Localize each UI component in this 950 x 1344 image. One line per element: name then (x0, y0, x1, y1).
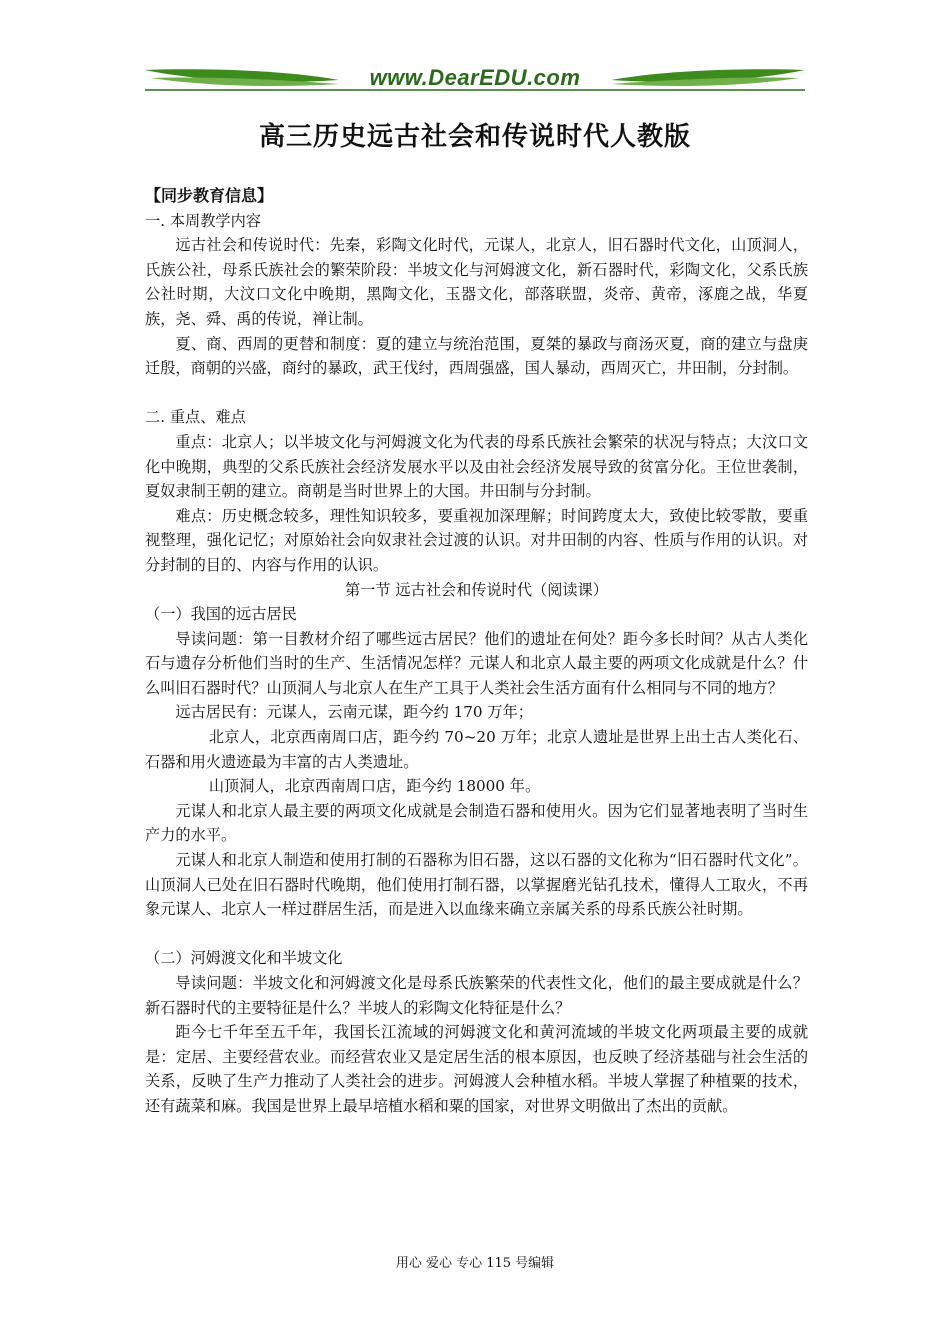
paragraph: 元谋人和北京人制造和使用打制的石器称为旧石器，这以石器的文化称为“旧石器时代文化”。山顶洞人已处在旧石器时代晚期，他们使用打制石器，以掌握磨光钻孔技术，懂得人工取火，不再象元谋人、北京人一样过群居生活，而是进入以血缘来确立亲属关系的母系氏族公社时期。 (145, 851, 808, 919)
paragraph: 距今七千年至五千年，我国长江流域的河姆渡文化和黄河流域的半坡文化两项最主要的成就是：定居、主要经营农业。而经营农业又是定居生活的根本原因，也反映了经济基础与社会生活的关系，反映了生产力推动了人类社会的进步。河姆渡人会种植水稻。半坡人掌握了种植粟的技术，还有蔬菜和麻。我国是世界上最早培植水稻和粟的国家，对世界文明做出了杰出的贡献。 (145, 1023, 808, 1115)
paragraph: 元谋人和北京人最主要的两项文化成就是会制造石器和使用火。因为它们显著地表明了当时生产力的水平。 (145, 801, 808, 845)
page-footer: 用心 爱心 专心 115 号编辑 (395, 1256, 555, 1271)
paragraph: 难点：历史概念较多，理性知识较多，要重视加深理解；时间跨度太大，致使比较零散，要重视整理，强化记忆；对原始社会向奴隶社会过渡的认识。对井田制的内容、性质与作用的认识。对分封制的目的、内容与作用的认识。 (145, 506, 808, 574)
paragraph: 远古居民有：元谋人，云南元谋，距今约 170 万年； (175, 703, 533, 722)
part2-heading: 二. 重点、难点 (145, 408, 246, 427)
sub1-heading: （一）我国的远古居民 (145, 605, 297, 624)
paragraph: 山顶洞人，北京西南周口店，距今约 18000 年。 (208, 777, 541, 796)
paragraph: 北京人，北京西南周口店，距今约 70~20 万年；北京人遗址是世界上出土古人类化石、石器和用火遗迹最为丰富的古人类遗址。 (145, 728, 808, 771)
paragraph: 夏、商、西周的更替和制度：夏的建立与统治范围，夏桀的暴政与商汤灭夏，商的建立与盘庚迁殷，商朝的兴盛，商纣的暴政，武王伐纣，西周强盛，国人暴动，西周灭亡，井田制，分封制。 (145, 334, 808, 378)
sub2-heading: （二）河姆渡文化和半坡文化 (145, 949, 343, 968)
document-body (145, 184, 808, 1119)
paragraph: 远古社会和传说时代：先秦，彩陶文化时代，元谋人，北京人，旧石器时代文化，山顶洞人，氏族公社，母系氏族社会的繁荣阶段：半坡文化与河姆渡文化，新石器时代，彩陶文化，父系氏族公社时期，大汶口文化中晚期，黑陶文化，玉器文化，部落联盟，炎帝、黄帝，涿鹿之战，华夏族，尧、舜、禹的传说，禅让制。 (145, 236, 808, 328)
document-title: 高三历史远古社会和传说时代人教版 (258, 122, 691, 152)
site-url: www.DearEDU.com (369, 65, 581, 90)
section-header: 【同步教育信息】 (145, 186, 274, 205)
paragraph: 导读问题：半坡文化和河姆渡文化是母系氏族繁荣的代表性文化，他们的最主要成就是什么？新石器时代的主要特征是什么？半坡人的彩陶文化特征是什么？ (145, 974, 808, 1017)
site-banner (143, 62, 807, 98)
paragraph: 导读问题：第一目教材介绍了哪些远古居民？他们的遗址在何处？距今多长时间？从古人类化石与遗存分析他们当时的生产、生活情况怎样？元谋人和北京人最主要的两项文化成就是什么？什么叫旧石器时代？山顶洞人与北京人在生产工具于人类社会生活方面有什么相同与不同的地方？ (145, 629, 808, 697)
paragraph: 重点：北京人；以半坡文化与河姆渡文化为代表的母系氏族社会繁荣的状况与特点；大汶口文化中晚期，典型的父系氏族社会经济发展水平以及由社会经济发展导致的贫富分化。王位世袭制，夏奴隶制王朝的建立。商朝是当时世界上的大国。井田制与分封制。 (145, 432, 808, 501)
part1-heading: 一. 本周教学内容 (145, 211, 261, 230)
chapter-title: 第一节 远古社会和传说时代（阅读课） (344, 580, 608, 599)
